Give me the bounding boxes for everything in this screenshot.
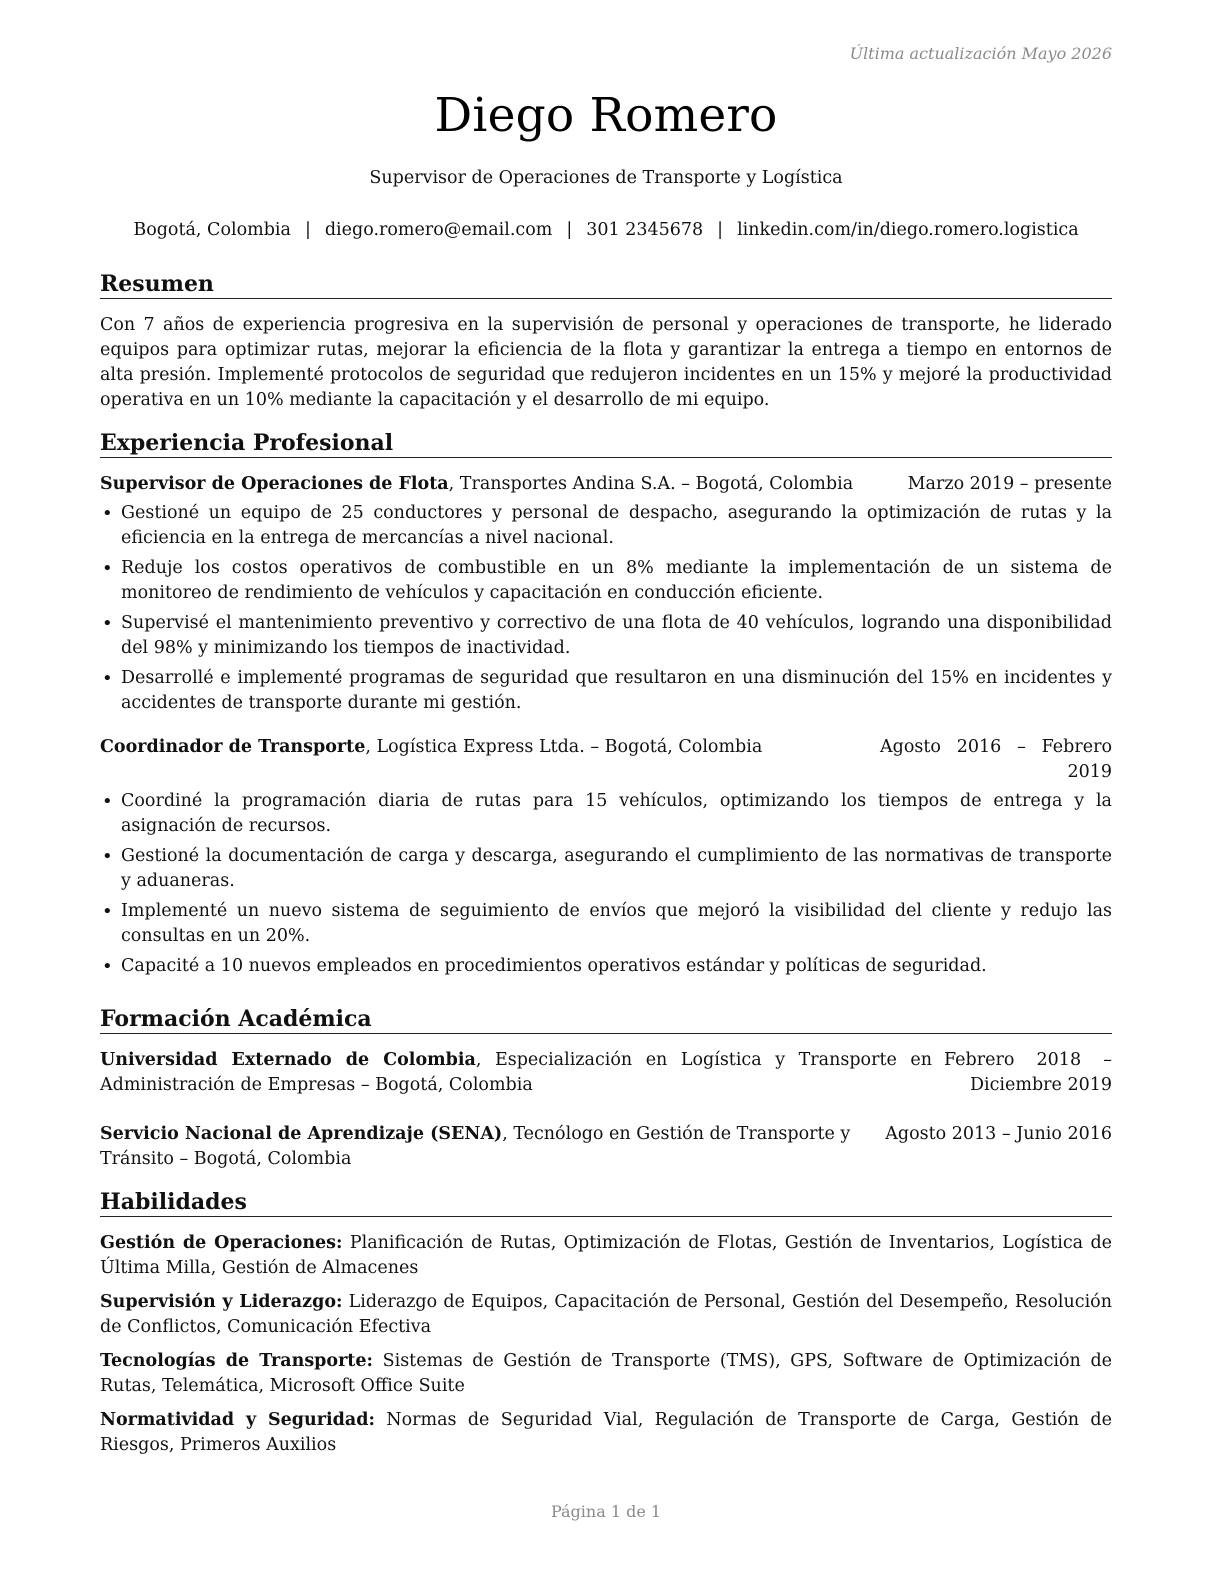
- education-title-line: [100, 1122, 873, 1172]
- education-dates: Agosto 2013 – Junio 2016: [885, 1124, 1112, 1144]
- bullet-item: • Reduje los costos operativos de combustible en un 8% mediante la implementación de un sistema de monitoreo de rendimiento de vehículos y capacitación en conducción eficiente.: [100, 556, 1112, 606]
- education-detail: , Especialización en Logística y Transporte en Administración de Empresas – Bogotá, Colombia: [100, 1050, 932, 1095]
- section-title-experience: Experiencia Profesional: [100, 430, 1112, 458]
- separator: |: [717, 220, 724, 240]
- job-title-line: [100, 472, 896, 497]
- section-title-skills: Habilidades: [100, 1189, 1112, 1217]
- skill-text: Normas de Seguridad Vial, Regulación de Transporte de Carga, Gestión de Riesgos, Primeros Auxilios: [100, 1410, 1112, 1455]
- job-dates: Marzo 2019 – presente: [907, 474, 1112, 494]
- education-entry: [100, 1122, 1112, 1172]
- candidate-name: Diego Romero: [434, 88, 778, 143]
- bullet-item: • Implementé un nuevo sistema de seguimiento de envíos que mejoró la visibilidad del cliente y redujo las consultas en un 20%.: [100, 899, 1112, 949]
- experience-section: [100, 430, 1112, 984]
- education-section: [100, 1006, 1112, 1172]
- job-entry: [100, 472, 1112, 716]
- contact-linkedin[interactable]: linkedin.com/in/diego.romero.logistica: [737, 220, 1079, 240]
- bullet-item: • Gestioné la documentación de carga y descarga, asegurando el cumplimiento de las normativas de transporte y aduaneras.: [100, 844, 1112, 894]
- skill-text: Liderazgo de Equipos, Capacitación de Personal, Gestión del Desempeño, Resolución de Conflictos, Comunicación Efectiva: [100, 1292, 1112, 1337]
- bullet-item: • Coordiné la programación diaria de rutas para 15 vehículos, optimizando los tiempos de entrega y la asignación de recursos.: [100, 789, 1112, 839]
- education-detail: , Tecnólogo en Gestión de Transporte y Tránsito – Bogotá, Colombia: [100, 1124, 851, 1169]
- job-bullets: [100, 501, 1112, 716]
- education-school: Universidad Externado de Colombia: [100, 1050, 476, 1070]
- skill-label: Tecnologías de Transporte:: [100, 1351, 373, 1371]
- skill-item: [100, 1349, 1112, 1399]
- headline: Supervisor de Operaciones de Transporte y Logística: [369, 168, 843, 188]
- bullet-item: • Capacité a 10 nuevos empleados en procedimientos operativos estándar y políticas de seguridad.: [100, 954, 1112, 979]
- job-header: [100, 472, 1112, 497]
- job-role: Supervisor de Operaciones de Flota: [100, 474, 449, 494]
- section-title-education: Formación Académica: [100, 1006, 1112, 1034]
- skills-section: [100, 1189, 1112, 1467]
- education-school: Servicio Nacional de Aprendizaje (SENA): [100, 1124, 503, 1144]
- contact-location: Bogotá, Colombia: [133, 220, 291, 240]
- job-role: Coordinador de Transporte: [100, 737, 366, 757]
- page-number: Página 1 de 1: [550, 1502, 662, 1521]
- summary-section: [100, 271, 1112, 413]
- summary-text: Con 7 años de experiencia progresiva en la supervisión de personal y operaciones de transporte, he liderado equipos para optimizar rutas, mejorar la eficiencia de la flota y garantizar la entrega a tiempo en entornos de alta presión. Implementé protocolos de seguridad que redujeron incidentes en un 15% y mejoré la productividad operativa en un 10% mediante la capacitación y el desarrollo de mi equipo.: [100, 315, 1112, 410]
- job-title-line: [100, 735, 868, 785]
- job-header: [100, 735, 1112, 785]
- separator: |: [304, 220, 311, 240]
- education-dates: Febrero 2018 – Diciembre 2019: [944, 1050, 1112, 1095]
- skill-item: [100, 1231, 1112, 1281]
- skill-label: Normatividad y Seguridad:: [100, 1410, 375, 1430]
- bullet-item: • Gestioné un equipo de 25 conductores y personal de despacho, asegurando la optimización de rutas y la eficiencia en la entrega de mercancías a nivel nacional.: [100, 501, 1112, 551]
- contact-email[interactable]: diego.romero@email.com: [324, 220, 553, 240]
- skill-text: Sistemas de Gestión de Transporte (TMS), GPS, Software de Optimización de Rutas, Telemática, Microsoft Office Suite: [100, 1351, 1112, 1396]
- education-title-line: [100, 1048, 932, 1098]
- skills-list: [100, 1231, 1112, 1458]
- skill-label: Supervisión y Liderazgo:: [100, 1292, 343, 1312]
- job-dates: Agosto 2016 – Febrero 2019: [880, 737, 1112, 782]
- contact-line: [100, 220, 1112, 240]
- job-company: , Logística Express Ltda. – Bogotá, Colombia: [365, 737, 763, 757]
- job-bullets: [100, 789, 1112, 979]
- bullet-item: • Desarrollé e implementé programas de seguridad que resultaron en una disminución del 15% en incidentes y accidentes de transporte durante mi gestión.: [100, 666, 1112, 716]
- separator: |: [566, 220, 573, 240]
- section-title-summary: Resumen: [100, 271, 1112, 299]
- job-company: , Transportes Andina S.A. – Bogotá, Colombia: [448, 474, 854, 494]
- education-entry: [100, 1048, 1112, 1098]
- last-updated: Última actualización Mayo 2026: [849, 44, 1112, 63]
- skill-label: Gestión de Operaciones:: [100, 1233, 343, 1253]
- skill-item: [100, 1408, 1112, 1458]
- skill-text: Planificación de Rutas, Optimización de Flotas, Gestión de Inventarios, Logística de Última Milla, Gestión de Almacenes: [100, 1233, 1113, 1278]
- contact-phone: 301 2345678: [586, 220, 704, 240]
- skill-item: [100, 1290, 1112, 1340]
- bullet-item: • Supervisé el mantenimiento preventivo y correctivo de una flota de 40 vehículos, logrando una disponibilidad del 98% y minimizando los tiempos de inactividad.: [100, 611, 1112, 661]
- job-entry: [100, 735, 1112, 979]
